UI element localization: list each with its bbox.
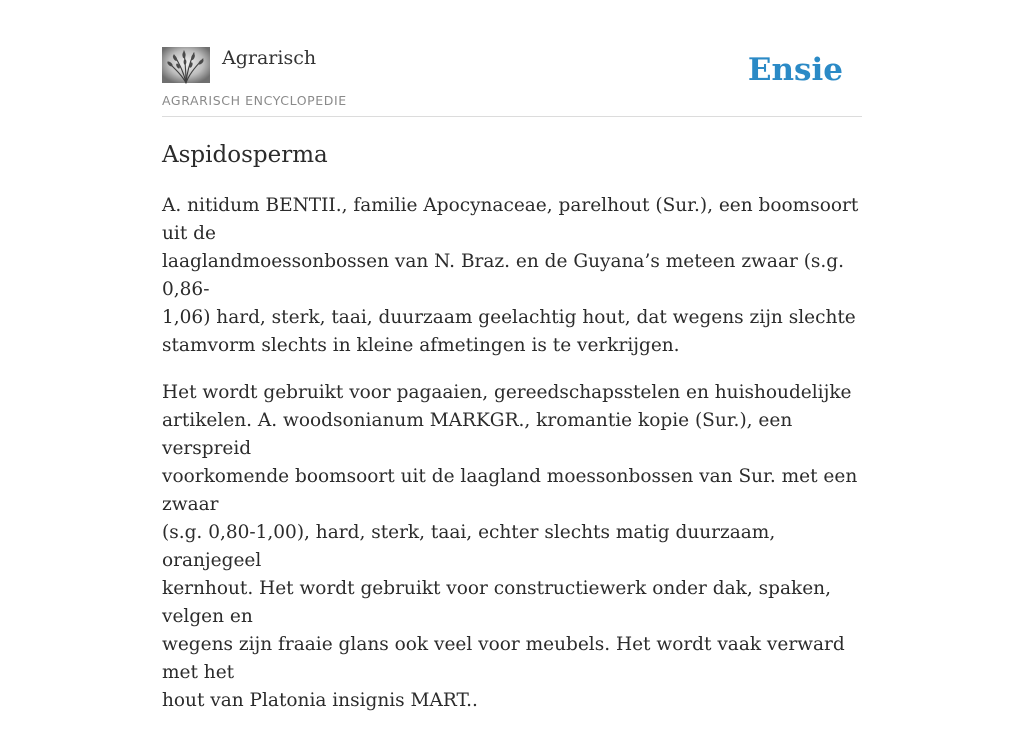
site-header bbox=[162, 44, 862, 117]
article-title: Aspidosperma bbox=[162, 142, 328, 168]
article-body bbox=[162, 192, 862, 734]
site-subtitle: AGRARISCH ENCYCLOPEDIE bbox=[162, 93, 347, 108]
ensie-logo-link[interactable]: Ensie bbox=[747, 52, 843, 88]
site-name[interactable]: Agrarisch bbox=[222, 47, 317, 69]
wheat-icon[interactable] bbox=[162, 47, 210, 83]
article-paragraph: A. nitidum BENTII., familie Apocynaceae, parelhout (Sur.), een boomsoort uit de laaglandmoessonbossen van N. Braz. en de Guyana’s meteen zwaar (s.g. 0,86- 1,06) hard, sterk, taai, duurzaam geelachtig hout, dat wegens zijn slechte stamvorm slechts in kleine afmetingen is te verkrijgen. bbox=[162, 195, 859, 356]
article-paragraph: Het wordt gebruikt voor pagaaien, gereedschapsstelen en huishoudelijke artikelen. A. woodsonianum MARKGR., kromantie kopie (Sur.), een verspreid voorkomende boomsoort uit de laagland moessonbossen van Sur. met een zwaar (s.g. 0,80-1,00), hard, sterk, taai, echter slechts matig duurzaam, oranjegeel kernhout. Het wordt gebruikt voor constructiewerk onder dak, spaken, velgen en wegens zijn fraaie glans ook veel voor meubels. Het wordt vaak verward met het hout van Platonia insignis MART.. bbox=[162, 382, 858, 711]
